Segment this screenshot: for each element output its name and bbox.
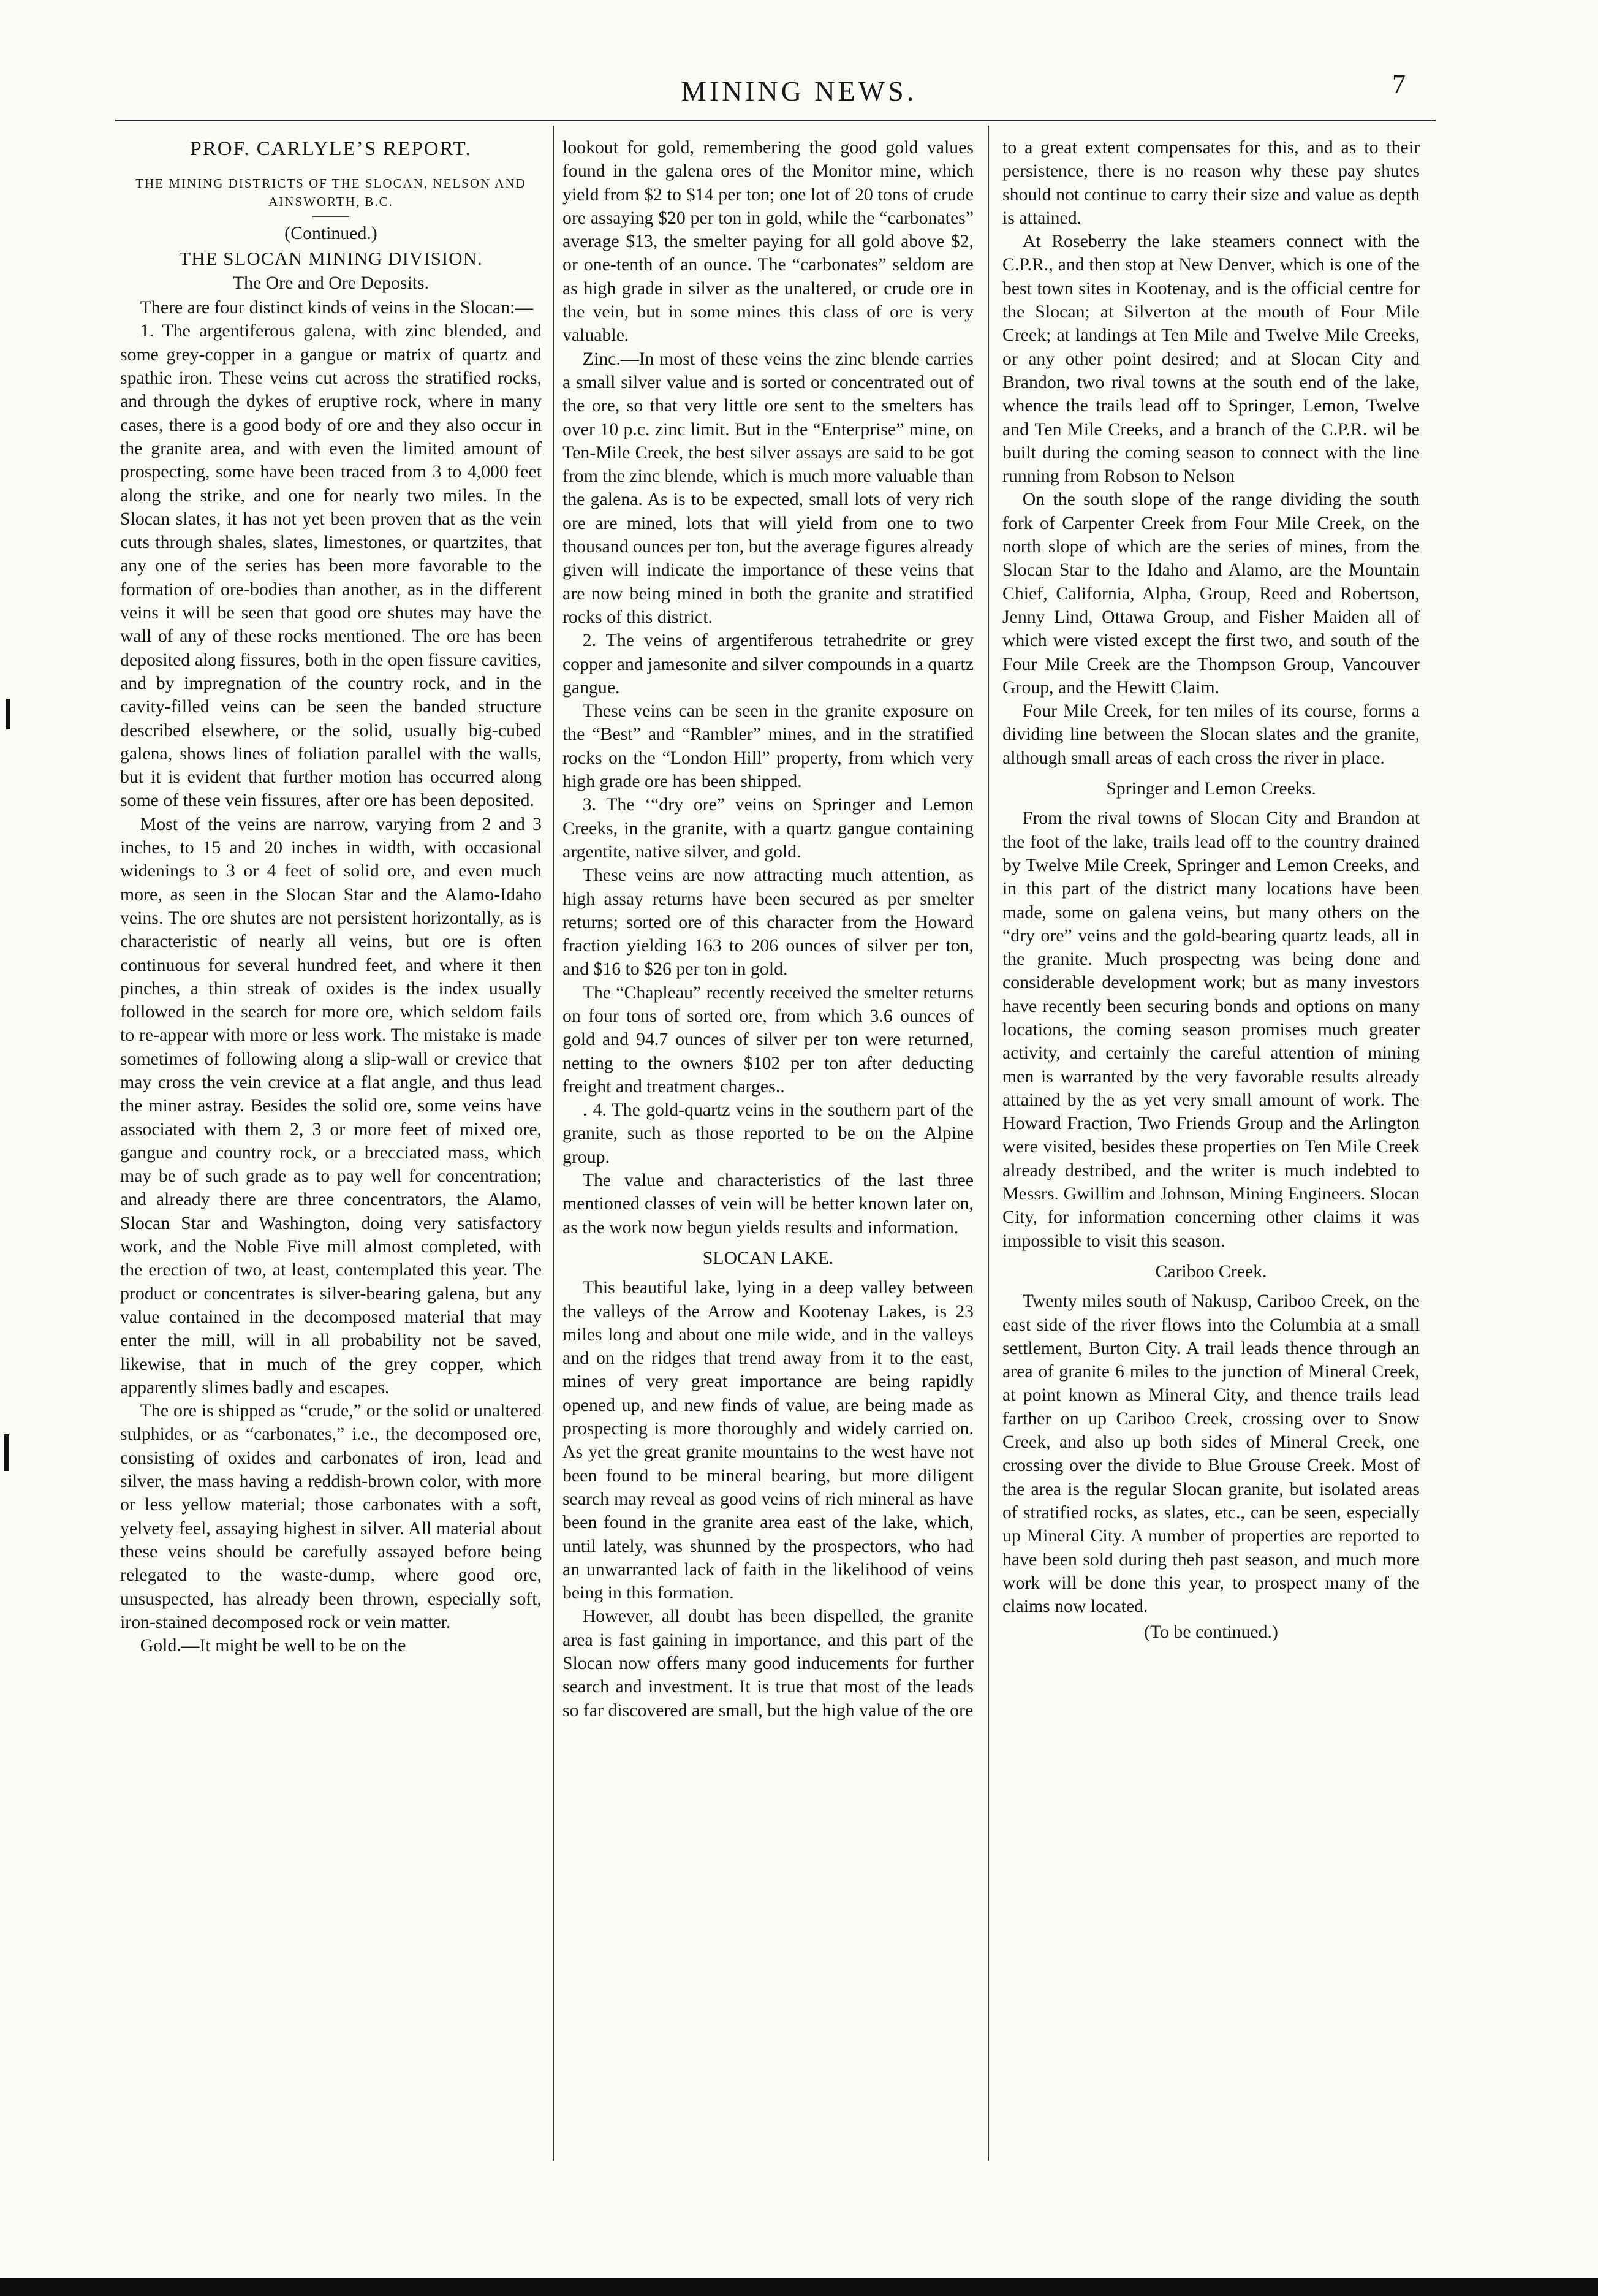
paragraph: 1. The argentiferous galena, with zinc blended, and some grey-copper in a gangue or matrix of quartz and spathic iron. These veins cut across the stratified rocks, and through the dykes of eruptive rock, where in many cases, there is a good body of ore and they also occur in the granite area, and with even the limited amount of prospecting, some have been traced from 3 to 4,000 feet along the strike, and one for nearly two miles. In the Slocan slates, it has not yet been proven that as the vein cuts through shales, slates, limestones, or quartzites, that any one of the series has been more favorable to the formation of ore-bodies than another, as in the different veins it will be seen that good ore shutes may have the wall of any of these rocks mentioned. The ore has been deposited along fissures, both in the open fissure cavities, and by impregnation of the country rock, and in the cavity-filled veins can be seen the banded structure described elsewhere, or the solid, usually big-cubed galena, shows lines of foliation parallel with the walls, but it is evident that further motion has occurred along some of these vein fissures, after ore has been deposited. xyxy=(120,321,542,811)
paragraph: This beautiful lake, lying in a deep valley between the valleys of the Arrow and Kootenay Lakes, is 23 miles long and about one mile wide, and in the valleys and on the ridges that trend away from it to the east, mines of very great importance are being rapidly opened up, and new finds of value, are being made as prospecting is more thoroughly and widely carried on. As yet the great granite mountains to the west have not been found to be mineral bearing, but more diligent search may reveal as good veins of rich mineral as have been found in the granite area east of the lake, which, until lately, was shunned by the prospectors, who had an unwarranted lack of faith in the likelihood of veins being in this formation. xyxy=(562,1277,974,1603)
section-title: Cariboo Creek. xyxy=(1155,1261,1267,1282)
paragraph: These veins are now attracting much attention, as high assay returns have been secured as per smelter returns; sorted ore of this character from the Howard fraction yielding 163 to 206 ounces of silver per ton, and $16 to $26 per ton in gold. xyxy=(562,865,974,979)
paragraph: . 4. The gold-quartz veins in the southern part of the granite, such as those reported to be on the Alpine group. xyxy=(562,1100,974,1167)
paragraph: 3. The ‘“dry ore” veins on Springer and Lemon Creeks, in the granite, with a quartz gangue containing argentite, native silver, and gold. xyxy=(562,794,974,862)
paragraph: 2. The veins of argentiferous tetrahedrite or grey copper and jamesonite and silver compounds in a quartz gangue. xyxy=(562,630,974,698)
division-title: THE SLOCAN MINING DIVISION. xyxy=(179,247,483,269)
paragraph: Most of the veins are narrow, varying from 2 and 3 inches, to 15 and 20 inches in width, with occasional widenings to 3 or 4 feet of solid ore, and even much more, as seen in the Slocan Star and the Alamo-Idaho veins. The ore shutes are not persistent horizontally, as is characteristic of nearly all veins, but ore is often continuous for several hundred feet, and where it then pinches, a thin streak of oxides is the index usually followed in the search for more ore, which seldom fails to re-appear with more or less work. The mistake is made sometimes of following along a slip-wall or crevice that may cross the vein crevice at a flat angle, and thus lead the miner astray. Besides the solid ore, some veins have associated with them 2, 3 or more feet of mixed ore, gangue and country rock, or a brecciated mass, which may be of such grade as to pay well for concentration; and already there are three concentrators, the Alamo, Slocan Star and Washington, doing very satisfactory work, and the Noble Five mill almost completed, with the erection of two, at least, contemplated this year. The product or concentrates is silver-bearing galena, but any value contained in the decomposed material that may enter the mill, will in all probability not be saved, likewise, that in much of the grey copper, which apparently slimes badly and escapes. xyxy=(120,813,542,1397)
paragraph: Zinc.—In most of these veins the zinc blende carries a small silver value and is sorted or concentrated out of the ore, so that very little ore sent to the smelters has over 10 p.c. zinc limit. But in the “Enterprise” mine, on Ten-Mile Creek, the best silver assays are said to be got from the zinc blende, which is much more valuable than the galena. As is to be expected, small lots of very rich ore are mined, lots that will yield from one to two thousand ounces per ton, but the average figures already given will indicate the importance of these veins that are now being mined in both the granite and stratified rocks of this district. xyxy=(562,348,974,627)
scan-bottom-edge xyxy=(0,2278,1598,2296)
paragraph: From the rival towns of Slocan City and Brandon at the foot of the lake, trails lead off to the country drained by Twelve Mile Creek, Springer and Lemon Creeks, and in this part of the district many locations have been made, some on galena veins, but many others on the “dry ore” veins and the gold-bearing quartz leads, all in the granite. Much prospectng was being done and considerable development work; but as many investors have recently been securing bonds and options on many locations, the coming season promises much greater activity, and certainly the careful attention of mining men is warranted by the very favorable results already attained by the as yet very small amount of work. The Howard Fraction, Two Friends Group and the Arlington were visited, besides these properties on Ten Mile Creek already destribed, and the writer is much indebted to Messrs. Gwillim and Johnson, Mining Engineers. Slocan City, for information concerning other claims it was impossible to visit this season. xyxy=(1002,808,1420,1251)
paragraph: However, all doubt has been dispelled, the granite area is fast gaining in importance, and this part of the Slocan now offers many good inducements for further search and investment. It is true that most of the leads so far discovered are small, but the high value of the ore xyxy=(562,1606,974,1720)
paragraph: These veins can be seen in the granite exposure on the “Best” and “Rambler” mines, and in the stratified rocks on the “London Hill” property, from which very high grade ore has been shipped. xyxy=(562,701,974,792)
continued-note: (Continued.) xyxy=(284,223,377,244)
section-title: SLOCAN LAKE. xyxy=(702,1247,834,1268)
section-title: Springer and Lemon Creeks. xyxy=(1106,778,1316,799)
column-3 xyxy=(1002,136,1420,2159)
column-divider xyxy=(553,126,554,2161)
section-title: The Ore and Ore Deposits. xyxy=(232,272,430,293)
page-number: 7 xyxy=(1392,69,1406,99)
divider-dash xyxy=(312,216,349,217)
publication-title: MINING NEWS. xyxy=(681,75,917,107)
report-title: PROF. CARLYLE’S REPORT. xyxy=(190,138,472,160)
paragraph: The value and characteristics of the last three mentioned classes of vein will be better known later on, as the work now begun yields results and information. xyxy=(562,1170,974,1237)
to-be-continued-note: (To be continued.) xyxy=(1144,1622,1278,1643)
paragraph: The ore is shipped as “crude,” or the solid or unaltered sulphides, or as “carbonates,” i.e., the decomposed ore, consisting of oxides and carbonates of iron, lead and silver, the mass having a reddish-brown color, with more or less yellow material; those carbonates with a soft, yelvety feel, assaying highest in silver. All material about these veins should be carefully assayed before being relegated to the waste-dump, where good ore, unsuspected, has already been thrown, especially soft, iron-stained decomposed rock or vein matter. xyxy=(120,1401,542,1632)
paragraph: There are four distinct kinds of veins in the Slocan:— xyxy=(140,297,534,318)
paragraph: The “Chapleau” recently received the smelter returns on four tons of sorted ore, from which 3.6 ounces of gold and 94.7 ounces of silver per ton were returned, netting to the owners $102 per ton after deducting freight and treatment charges.. xyxy=(562,982,974,1097)
paragraph: Twenty miles south of Nakusp, Cariboo Creek, on the east side of the river flows into the Columbia at a small settlement, Burton City. A trail leads thence through an area of granite 6 miles to the junction of Mineral Creek, at point known as Mineral City, and thence trails lead farther on up Cariboo Creek, crossing over to Snow Creek, and also up both sides of Mineral Creek, one crossing over the divide to Blue Grouse Creek. Most of the area is the regular Slocan granite, but isolated areas of stratified rocks, as slates, etc., can be seen, especially up Mineral City. A number of properties are reported to have been sold during theh past season, and much more work will be done this year, to prospect many of the claims now located. xyxy=(1002,1291,1420,1617)
paragraph: lookout for gold, remembering the good gold values found in the galena ores of the Monitor mine, which yield from $2 to $14 per ton; one lot of 20 tons of crude ore assaying $20 per ton in gold, while the “carbonates” average $13, the smelter paying for all gold above $2, or one-tenth of an ounce. The “carbonates” seldom are as high grade in silver as the unaltered, or crude ore in the vein, but in some mines this class of ore is very valuable. xyxy=(562,137,974,346)
column-1 xyxy=(120,136,542,2159)
column-divider xyxy=(988,126,989,2161)
paragraph: to a great extent compensates for this, and as to their persistence, there is no reason why these pay shutes should not continue to carry their size and value as depth is attained. xyxy=(1002,137,1420,228)
paragraph: On the south slope of the range dividing the south fork of Carpenter Creek from Four Mile Creek, on the north slope of which are the series of mines, from the Slocan Star to the Idaho and Alamo, are the Mountain Chief, California, Alpha, Group, Reed and Robertson, Jenny Lind, Ottawa Group, and Fisher Maiden all of which were visted except the first two, and south of the Four Mile Creek are the Thompson Group, Vancouver Group, and the Hewitt Claim. xyxy=(1002,489,1420,698)
scan-margin-mark xyxy=(4,1434,9,1471)
header-rule xyxy=(115,120,1436,121)
paragraph: At Roseberry the lake steamers connect with the C.P.R., and then stop at New Denver, which is one of the best town sites in Kootenay, and is the official centre for the Slocan; at Silverton at the mouth of Four Mile Creek; at landings at Ten Mile and Twelve Mile Creeks, or any other point desired; and at Slocan City and Brandon, two rival towns at the south end of the lake, whence the trails lead off to Springer, Lemon, Twelve and Ten Mile Creeks, and a branch of the C.P.R. wil be built during the coming season to connect with the line running from Robson to Nelson xyxy=(1002,231,1420,487)
scan-margin-mark xyxy=(6,699,10,729)
paragraph: Four Mile Creek, for ten miles of its course, forms a dividing line between the Slocan slates and the granite, although small areas of each cross the river in place. xyxy=(1002,701,1420,768)
column-2 xyxy=(562,136,974,2159)
paragraph: Gold.—It might be well to be on the xyxy=(140,1635,406,1656)
report-subtitle: THE MINING DISTRICTS OF THE SLOCAN, NELSON AND AINSWORTH, B.C. xyxy=(135,176,526,210)
